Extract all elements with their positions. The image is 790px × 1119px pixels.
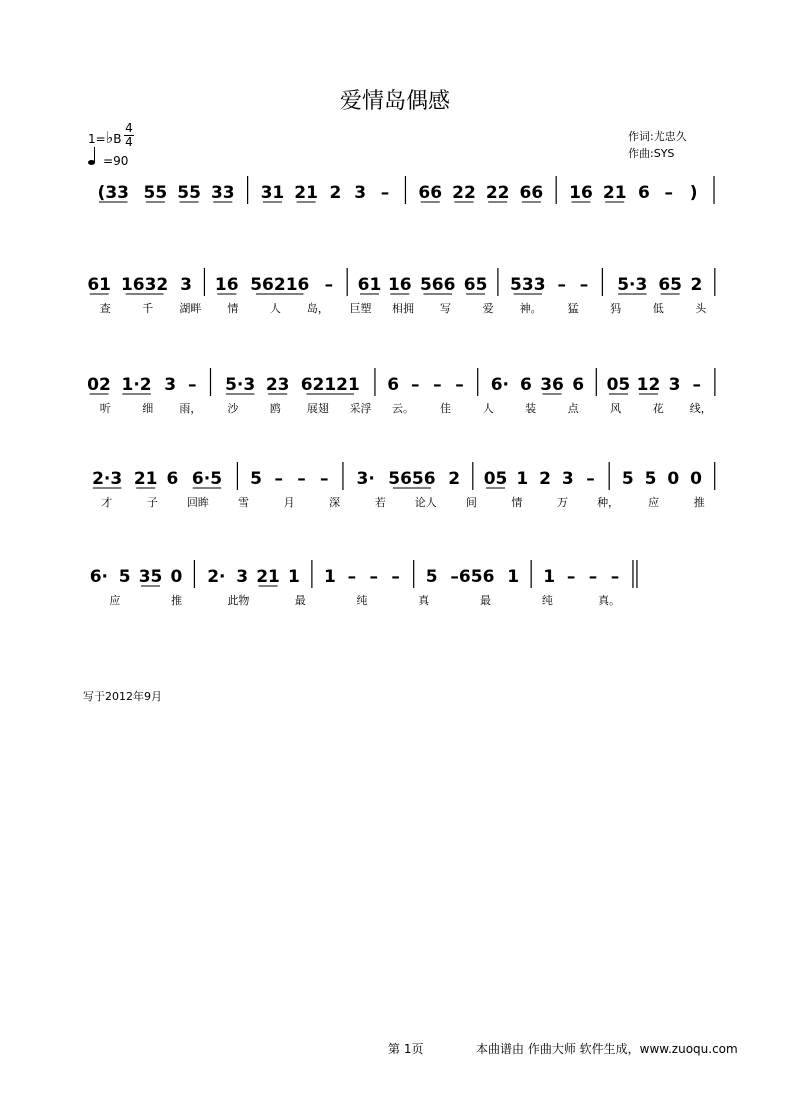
note: 3 xyxy=(354,183,367,203)
note: 3 xyxy=(164,375,177,395)
note: – xyxy=(411,375,420,395)
lyric: 才 xyxy=(101,496,113,509)
note: 1 xyxy=(287,567,300,587)
lyric: 推 xyxy=(171,594,183,607)
flat-symbol: ♭ xyxy=(105,128,114,147)
lyric: 听 xyxy=(99,402,111,415)
note: – xyxy=(566,567,576,587)
song-title: 爱情岛偶感 xyxy=(339,89,450,114)
lyric: 低 xyxy=(652,302,664,315)
composer: 作曲:SYS xyxy=(628,147,675,160)
lyric: 雪 xyxy=(238,496,249,509)
lyric: 湖畔 xyxy=(179,302,202,315)
note: – xyxy=(557,275,566,295)
note: 6 xyxy=(387,375,400,395)
note: – xyxy=(347,567,357,587)
note: 16 xyxy=(387,275,412,295)
note: 0 xyxy=(690,469,702,489)
lyric: 查 xyxy=(99,302,111,315)
lyric: 推 xyxy=(693,496,705,509)
note: 6·5 xyxy=(191,469,223,489)
note: 6 xyxy=(520,375,532,395)
lyric: 鸥 xyxy=(269,402,281,415)
lyricist: 作词:尤忠久 xyxy=(628,130,687,143)
lyric: 犸 xyxy=(610,302,622,315)
note: 02 xyxy=(87,375,111,395)
note: 6· xyxy=(490,375,509,395)
note: 3 xyxy=(236,567,249,587)
note: 1 xyxy=(323,567,336,587)
lyric: 深 xyxy=(329,496,341,509)
time-bottom: 4 xyxy=(125,135,133,149)
note: 2·3 xyxy=(92,469,123,489)
note: 5·3 xyxy=(225,375,256,395)
lyric: 间 xyxy=(465,496,477,509)
note: 0 xyxy=(170,567,183,587)
lyric: 最 xyxy=(480,594,492,607)
lyric: 巨塑 xyxy=(349,302,372,315)
note: 22 xyxy=(485,183,510,203)
note: 21 xyxy=(602,183,627,203)
lyric: 子 xyxy=(146,496,158,509)
lyric: 若 xyxy=(374,496,386,509)
note: 61 xyxy=(357,275,382,295)
note: 66 xyxy=(418,183,443,203)
lyric: 花 xyxy=(652,402,664,415)
lyric: 情 xyxy=(227,302,239,315)
note: 6· xyxy=(89,567,109,587)
lyric: 头 xyxy=(695,302,707,315)
lyric: 人 xyxy=(482,402,494,415)
note: – xyxy=(588,567,598,587)
lyric: 沙 xyxy=(227,402,239,415)
lyric: 风 xyxy=(610,402,622,415)
note: 1 xyxy=(543,567,556,587)
note: 31 xyxy=(260,183,285,203)
note: 2 xyxy=(448,469,461,489)
note: 1·2 xyxy=(121,375,152,395)
lyric: 神。 xyxy=(519,302,542,315)
lyric: 线， xyxy=(689,402,712,415)
lyric: 真 xyxy=(418,594,430,607)
note: 55 xyxy=(177,183,201,203)
note: 65 xyxy=(658,275,682,295)
lyric: 纯 xyxy=(541,594,553,607)
lyric: 采浮 xyxy=(349,402,372,415)
note: 3 xyxy=(561,469,574,489)
note: 16 xyxy=(569,183,593,203)
tempo-value: =90 xyxy=(103,154,129,168)
note: – xyxy=(391,567,400,587)
note: 5 xyxy=(425,567,438,587)
note: – xyxy=(320,469,329,489)
note: 61 xyxy=(87,275,111,295)
note: – xyxy=(455,375,464,395)
note: 12 xyxy=(636,375,661,395)
lyric: 此物 xyxy=(227,594,250,607)
note: 5 xyxy=(644,469,657,489)
note: 5656 xyxy=(388,469,436,489)
note: 5·3 xyxy=(617,275,648,295)
lyric: 岛， xyxy=(306,302,329,315)
note: 65 xyxy=(463,275,488,295)
date-note: 写于2012年9月 xyxy=(83,690,162,703)
note: 1 xyxy=(516,469,529,489)
note: 21 xyxy=(294,183,318,203)
generator-credit: 本曲谱由 作曲大师 软件生成，www.zuoqu.com xyxy=(476,1042,738,1056)
lyric: 纯 xyxy=(356,594,368,607)
note: 3 xyxy=(668,375,681,395)
note: 1 xyxy=(507,567,520,587)
note: 55 xyxy=(143,183,168,203)
lyric: 回眸 xyxy=(186,496,209,509)
note: –656 xyxy=(450,567,495,587)
key-note: B xyxy=(113,132,122,146)
note: 6 xyxy=(572,375,585,395)
lyric: 细 xyxy=(142,402,154,415)
note: 533 xyxy=(510,275,546,295)
note: 566 xyxy=(419,275,456,295)
note: 3 xyxy=(180,275,193,295)
lyric: 千 xyxy=(142,302,154,315)
lyric: 论人 xyxy=(414,496,437,509)
lyric: 应 xyxy=(109,594,121,607)
note: – xyxy=(692,375,701,395)
note: 5 xyxy=(118,567,131,587)
note: 2 xyxy=(329,183,342,203)
note: – xyxy=(324,275,334,295)
lyric: 佳 xyxy=(440,402,452,415)
note: 33 xyxy=(210,183,235,203)
note: – xyxy=(610,567,620,587)
lyric: 展翅 xyxy=(306,402,329,415)
note: 05 xyxy=(483,469,508,489)
note: ) xyxy=(689,183,698,203)
note: – xyxy=(380,183,390,203)
note: 6 xyxy=(638,183,650,203)
note: – xyxy=(297,469,306,489)
note: 3· xyxy=(356,469,375,489)
note: 1632 xyxy=(120,275,169,295)
lyric: 真。 xyxy=(598,594,621,607)
lyric: 云。 xyxy=(392,402,414,415)
lyric: 种， xyxy=(597,496,620,509)
note: 21 xyxy=(256,567,280,587)
note: 22 xyxy=(452,183,476,203)
lyric: 应 xyxy=(648,496,660,509)
note: 62121 xyxy=(300,375,360,395)
lyric: 雨， xyxy=(179,402,202,415)
note: 2· xyxy=(207,567,226,587)
note: – xyxy=(664,183,674,203)
note: 0 xyxy=(667,469,680,489)
note: 56216 xyxy=(250,275,310,295)
note: 5 xyxy=(250,469,263,489)
note: 23 xyxy=(265,375,290,395)
note: – xyxy=(369,567,378,587)
lyric: 点 xyxy=(567,402,579,415)
lyric: 万 xyxy=(557,496,568,509)
lyric: 相拥 xyxy=(392,302,414,315)
note: – xyxy=(586,469,595,489)
lyric: 情 xyxy=(511,496,523,509)
note: – xyxy=(188,375,197,395)
note: 6 xyxy=(166,469,179,489)
lyric: 写 xyxy=(440,302,452,315)
note: 36 xyxy=(540,375,564,395)
note: 05 xyxy=(606,375,631,395)
page-number: 第 1页 xyxy=(388,1042,424,1056)
note: 21 xyxy=(133,469,158,489)
note: 16 xyxy=(214,275,239,295)
lyric: 装 xyxy=(525,402,537,415)
time-top: 4 xyxy=(125,121,133,135)
note: – xyxy=(433,375,442,395)
note: (33 xyxy=(97,183,129,203)
note: – xyxy=(274,469,284,489)
lyric: 爱 xyxy=(482,302,494,315)
lyric: 人 xyxy=(269,302,281,315)
key-prefix: 1= xyxy=(88,132,106,146)
note: 5 xyxy=(621,469,634,489)
lyric: 月 xyxy=(283,496,295,509)
lyric: 最 xyxy=(294,594,306,607)
note: – xyxy=(579,275,589,295)
lyric: 猛 xyxy=(567,302,579,315)
note: 2 xyxy=(690,275,703,295)
note: 2 xyxy=(539,469,551,489)
note: 66 xyxy=(519,183,544,203)
note: 35 xyxy=(138,567,163,587)
